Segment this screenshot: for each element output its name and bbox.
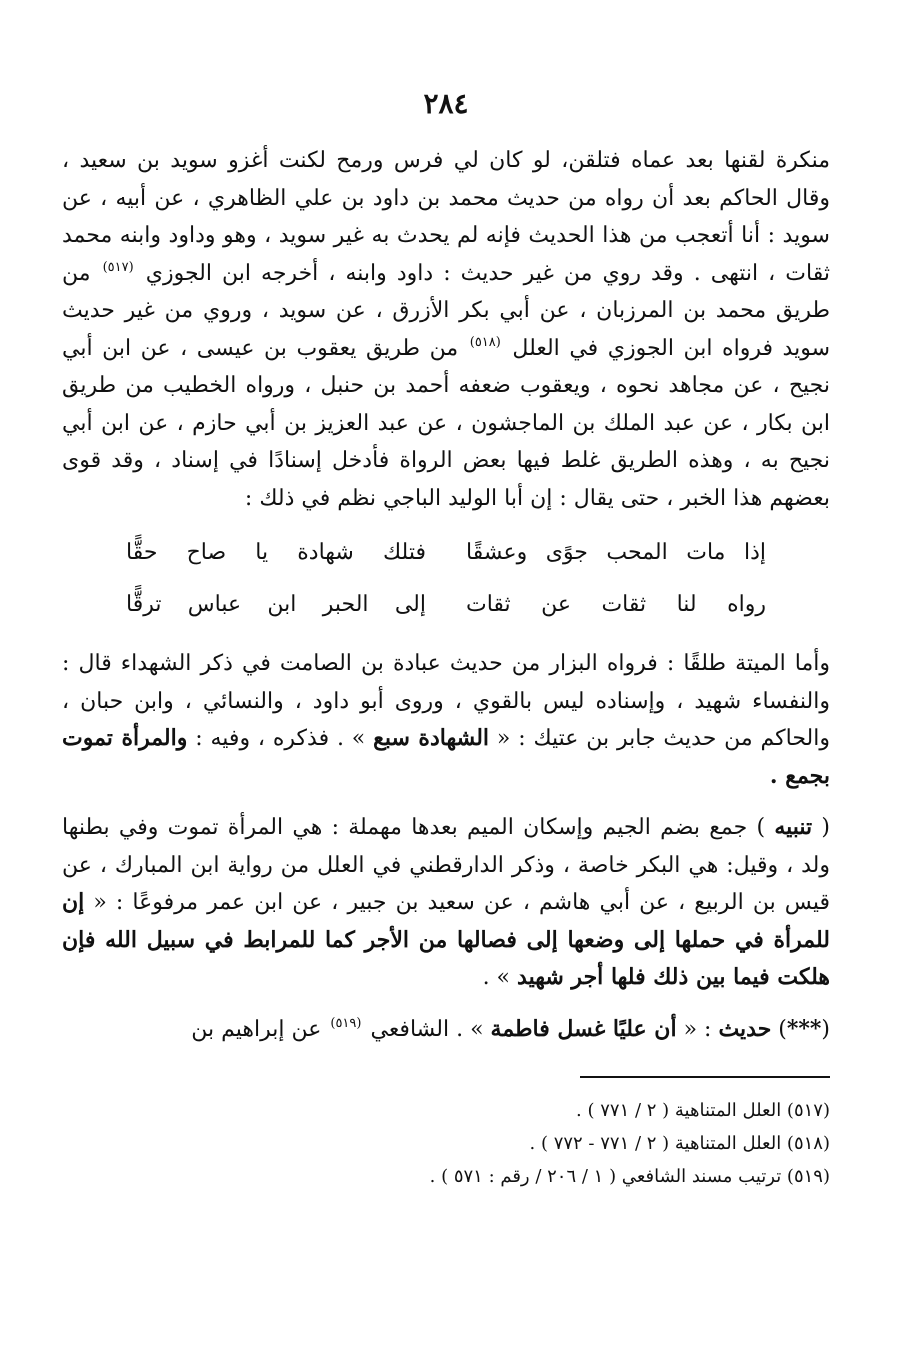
bold-heading-word: تنبيه (774, 814, 813, 840)
bold-heading-word: حديث (718, 1015, 772, 1042)
poem-verse (126, 527, 766, 579)
text-segment: » . (482, 965, 518, 990)
bold-quote: أن عليًا غسل فاطمة (490, 1015, 677, 1042)
verse-first-hemistich: إذا مات المحب جوًى وعشقًا (466, 540, 766, 565)
poem (126, 527, 766, 631)
paragraph-4 (62, 1011, 830, 1049)
footnote-ref-519: (٥١٩) (330, 1016, 362, 1032)
page-number: ٢٨٤ (423, 87, 469, 120)
poem-verse (126, 579, 766, 631)
paragraph-1 (62, 142, 830, 517)
text-segment: » . الشافعي (370, 1016, 491, 1042)
text-segment: عن إبراهيم بن (191, 1016, 322, 1042)
text-segment: من طريق يعقوب بن عيسى ، عن ابن أبي نجيح ، عن مجاهد نحوه ، ويعقوب ضعفه أحمد بن حنبل ، ورواه الخطيب من طريق ابن بكار ، عن عبد الملك بن الماجشون ، عن عبد العزيز بن أبي حازم ، عن ابن أبي نجيح به ، وهذه الطريق غلط فيها بعض الرواة فأدخل إسنادًا في إسناد ، وقد قوى بعضهم هذا الخبر ، حتى يقال : إن أبا الوليد الباجي نظم في ذلك : (62, 335, 830, 511)
bold-quote: إن للمرأة في حملها إلى وضعها إلى فصالها من الأجر كما للمرابط في سبيل الله فإن هلكت فيما بين ذلك فلها أجر شهيد (62, 889, 830, 990)
paragraph-2 (62, 645, 830, 795)
bold-marker: *** (786, 1015, 822, 1042)
footnotes (62, 1094, 830, 1193)
paragraph-3 (62, 809, 830, 997)
footnote-518: (٥١٨) العلل المتناهية ( ٢ / ٧٧١ - ٧٧٢ ) . (529, 1133, 830, 1154)
document-page (62, 84, 830, 1193)
verse-second-hemistich: إلى الحبر ابن عباس ترقًّا (126, 592, 426, 617)
text-segment: : « (676, 1016, 719, 1042)
footnote-519: (٥١٩) ترتيب مسند الشافعي ( ١ / ٢٠٦ / رقم : ٥٧١ ) . (429, 1166, 830, 1187)
footnote-ref-518: (٥١٨) (469, 335, 501, 351)
text-segment: ) جمع بضم الجيم وإسكان الميم بعدها مهملة : هي المرأة تموت وفي بطنها ولد ، وقيل: هي البكر خاصة ، وذكر الدارقطني في العلل من رواية ابن المبارك ، عن قيس بن الربيع ، عن أبي هاشم ، عن سعيد بن جبير ، عن ابن عمر مرفوعًا : « (62, 815, 830, 915)
bold-quote: والمرأة تموت بجمع . (62, 725, 830, 789)
text-segment: » . فذكره ، وفيه : (187, 726, 374, 751)
footnote-ref-517: (٥١٧) (102, 260, 134, 276)
verse-first-hemistich: رواه لنا ثقات عن ثقات (466, 592, 766, 617)
bold-quote: الشهادة سبع (373, 725, 490, 751)
text-segment: منكرة لقنها بعد عماه فتلقن، لو كان لي فرس ورمح لكنت أغزو سويد بن سعيد ، وقال الحاكم بعد أن رواه من حديث محمد بن داود بن علي الظاهري ، عن أبيه ، عن سويد : أنا أتعجب من هذا الحديث فإنه لم يحدث به غير سويد ، وهو وداود وابنه محمد ثقات ، انتهى . وقد روي من غير حديث : داود وابنه ، أخرجه ابن الجوزي (62, 148, 830, 286)
footnote-divider (580, 1076, 830, 1078)
text-segment: وأما الميتة طلقًا : فرواه البزار من حديث عبادة بن الصامت في ذكر الشهداء قال : والنفساء شهيد ، وإسناده ليس بالقوي ، وروى أبو داود ، والنسائي ، وابن حبان ، والحاكم من حديث جابر بن عتيك : « (62, 651, 830, 751)
text-segment: من طريق محمد بن المرزبان ، عن أبي بكر الأزرق ، عن سويد ، وروي من غير حديث سويد فرواه ابن الجوزي في العلل (62, 260, 831, 361)
text-segment: ( (812, 815, 831, 840)
text-segment: ( (821, 1016, 830, 1042)
text-segment: ) (771, 1016, 787, 1042)
footnote-517: (٥١٧) العلل المتناهية ( ٢ / ٧٧١ ) . (576, 1100, 830, 1121)
verse-second-hemistich: فتلك شهادة يا صاح حقًّا (126, 540, 426, 565)
main-text (62, 142, 830, 1048)
